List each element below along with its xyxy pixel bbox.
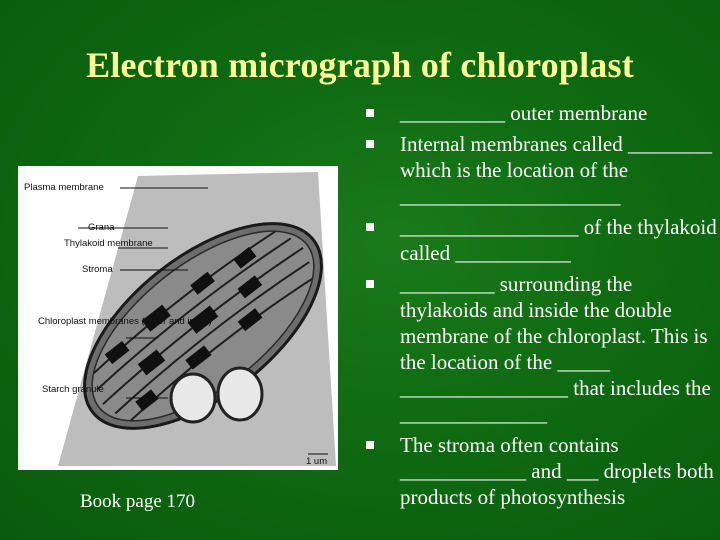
- micrograph-illustration: [18, 166, 338, 470]
- list-item: [360, 100, 720, 126]
- slide-title: Electron micrograph of chloroplast: [86, 45, 634, 85]
- bullet-text: __________ outer membrane: [400, 101, 648, 125]
- label-starch-granule: Starch granule: [42, 384, 104, 395]
- bullet-text: The stroma often contains ____________ and ___ droplets both products of photosynthesis: [400, 433, 714, 509]
- label-stroma: Stroma: [82, 264, 113, 275]
- label-scale-bar: 1 um: [306, 456, 328, 467]
- notes-bullet-list: [360, 100, 720, 515]
- bullet-text: Internal membranes called ________ which is the location of the _____________________: [400, 132, 712, 208]
- label-chloroplast-membranes: Chloroplast membranes (outer and inner): [38, 316, 212, 327]
- square-bullet-icon: [366, 441, 374, 449]
- square-bullet-icon: [366, 140, 374, 148]
- square-bullet-icon: [366, 109, 374, 117]
- book-page-caption: Book page 170: [80, 491, 196, 512]
- square-bullet-icon: [366, 280, 374, 288]
- list-item: [360, 432, 720, 510]
- bullet-text: _________________ of the thylakoid called ___________: [400, 215, 717, 265]
- label-plasma-membrane: Plasma membrane: [24, 182, 104, 193]
- chloroplast-micrograph: [18, 166, 338, 470]
- label-grana: Grana: [88, 222, 115, 233]
- bullet-text: _________ surrounding the thylakoids and inside the double membrane of the chloroplast. This is the location of the _____ ________________ that includes the ______________: [400, 272, 711, 426]
- label-thylakoid-membrane: Thylakoid membrane: [64, 238, 153, 249]
- list-item: [360, 131, 720, 209]
- list-item: [360, 214, 720, 266]
- square-bullet-icon: [366, 223, 374, 231]
- list-item: [360, 271, 720, 427]
